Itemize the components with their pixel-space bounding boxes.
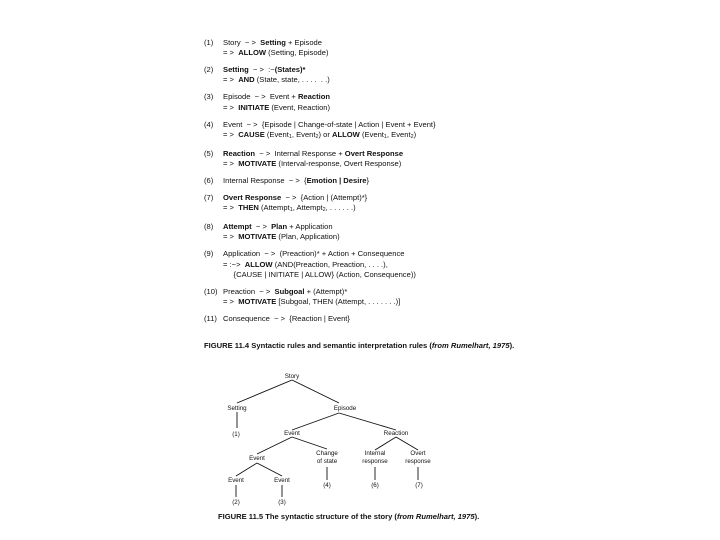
figure-label: FIGURE 11.5	[218, 512, 264, 521]
node-event-left: Event	[228, 477, 244, 484]
rule-text: MOTIVATE	[238, 232, 277, 242]
rule-text: Overt Response	[223, 193, 282, 203]
ref-overt: (7)	[415, 482, 423, 489]
rule-subscript: 2	[410, 133, 414, 140]
rule-text: (Setting, Episode)	[266, 48, 329, 58]
rule-text: Story − >	[223, 38, 261, 47]
rule-text: Application − > (Preaction)* + Action + Consequence	[223, 249, 405, 259]
rule-text: = >	[223, 48, 239, 58]
rule-text: − > Internal Response +	[255, 148, 345, 158]
node-setting: Setting	[227, 405, 247, 412]
rule-text: Episode − > Event +	[223, 92, 298, 102]
rule-text: + Application	[287, 222, 333, 232]
rule-text: [Subgoal, THEN (Attempt, . . . . . . .)]	[276, 297, 401, 307]
rule-text: Subgoal	[274, 286, 305, 296]
node-event-mid: Event	[249, 455, 265, 462]
rule-text: = >	[223, 159, 239, 169]
figure-source: from Rumelhart, 1975	[431, 341, 510, 350]
figure-end: ).	[474, 512, 480, 521]
node-overt-response-line2: response	[405, 458, 431, 465]
rule-text: = >	[223, 75, 239, 85]
rule-text: CAUSE	[238, 129, 265, 139]
rule-text: (Attempt	[258, 203, 290, 213]
node-event-right: Event	[274, 477, 290, 484]
rule-text: = >	[223, 129, 239, 139]
rule-text: INITIATE	[238, 102, 270, 112]
rule-text: Event − > {Episode | Change-of-state | Action | Event + Event}	[223, 119, 436, 129]
rule-subscript: 2	[322, 207, 326, 214]
rule-number: (4)	[204, 119, 214, 129]
rule-number: (6)	[204, 176, 214, 186]
node-internal-response-line2: response	[362, 458, 388, 465]
rule-text: (States)*	[274, 65, 306, 75]
node-internal-response-line1: Internal	[364, 450, 386, 457]
ref-change: (4)	[323, 482, 331, 489]
rule-text: Emotion | Desire	[306, 176, 367, 186]
rule-text: }	[366, 176, 370, 186]
rule-text: ALLOW	[238, 48, 267, 58]
rule-text: (Event	[359, 129, 384, 139]
rule-subscript: 1	[383, 133, 387, 140]
figure-label: FIGURE 11.4	[204, 341, 250, 350]
rule-text: , . . . . . .)	[325, 203, 356, 213]
node-reaction: Reaction	[383, 430, 409, 437]
rule-number: (2)	[204, 65, 214, 75]
node-change-of-state-line1: Change	[316, 450, 338, 457]
rule-text: Reaction	[223, 148, 256, 158]
rule-text: (Interval-response, Overt Response)	[276, 159, 402, 169]
rule-number: (3)	[204, 92, 214, 102]
rule-text: , Event	[386, 129, 411, 139]
rule-text: = >	[223, 102, 239, 112]
edge-event-event-right	[257, 463, 282, 476]
ref-event-left: (2)	[232, 499, 240, 506]
figure-11-5-caption	[218, 512, 479, 521]
edge-reaction-internal	[375, 437, 396, 450]
rule-text: MOTIVATE	[238, 297, 277, 307]
rule-text: , Event	[291, 129, 316, 139]
rule-text: Setting	[260, 38, 286, 47]
rule-text: Reaction	[297, 92, 331, 102]
rule-number: (7)	[204, 193, 214, 203]
rule-number: (9)	[204, 249, 214, 259]
rule-subscript: 2	[315, 133, 319, 140]
rule-text: = >	[223, 203, 239, 213]
rule-text: (Plan, Application)	[276, 232, 340, 242]
rule-text: (Event	[264, 129, 289, 139]
figure-source: from Rumelhart, 1975	[396, 512, 475, 521]
rule-number: (8)	[204, 222, 214, 232]
rule-subscript: 1	[288, 133, 292, 140]
rule-text: Attempt	[223, 222, 252, 232]
rule-text: ALLOW	[244, 259, 273, 269]
node-story: Story	[284, 373, 300, 380]
rule-text: (Event, Reaction)	[269, 102, 331, 112]
rule-text: − > :−	[248, 65, 275, 75]
figure-text: The syntactic structure of the story (	[263, 512, 397, 521]
rule-text: (AND(Preaction, Preaction, . . . .),	[272, 259, 388, 269]
rule-number: (5)	[204, 148, 214, 158]
node-overt-response-line1: Overt	[410, 450, 426, 457]
rule-text: Setting	[223, 65, 249, 75]
node-change-of-state-line2: of state	[316, 458, 338, 465]
rule-text: Internal Response − > {	[223, 176, 307, 186]
rule-text: ALLOW	[332, 129, 360, 139]
edge-story-setting	[237, 380, 292, 403]
rule-text: + (Attempt)*	[304, 286, 348, 296]
ref-event-right: (3)	[278, 499, 286, 506]
rule-text: − >	[251, 222, 272, 232]
edge-episode-reaction	[339, 413, 396, 430]
rule-text: = :−>	[223, 259, 245, 269]
rule-number: (1)	[204, 38, 214, 47]
edge-event-event-left	[236, 463, 257, 476]
rule-number: (11)	[204, 314, 217, 324]
rule-text: Preaction − >	[223, 286, 275, 296]
rule-text: = >	[223, 232, 239, 242]
edge-episode-event	[292, 413, 339, 430]
rule-text: Consequence − > {Reaction | Event}	[223, 314, 350, 324]
rule-text: ) or	[318, 129, 333, 139]
edge-event-change	[292, 437, 327, 449]
rule-text: − > {Action | (Attempt)*}	[281, 193, 368, 203]
node-event-top: Event	[284, 430, 300, 437]
edge-reaction-overt	[396, 437, 418, 450]
rule-text: + Episode	[285, 38, 322, 47]
edge-story-episode	[292, 380, 339, 403]
rule-text: (State, state, . . . . . .)	[254, 75, 330, 85]
edge-event-event	[257, 437, 292, 454]
node-episode: Episode	[333, 405, 357, 412]
ref-internal: (6)	[371, 482, 379, 489]
rule-text: = >	[223, 297, 239, 307]
figure-text: Syntactic rules and semantic interpretation rules (	[249, 341, 432, 350]
rule-text: {CAUSE | INITIATE | ALLOW} (Action, Consequence))	[223, 269, 416, 279]
rule-text: THEN	[238, 203, 259, 213]
rule-subscript: 1	[289, 207, 293, 214]
figure-end: ).	[509, 341, 515, 350]
rule-text: Plan	[271, 222, 288, 232]
rule-text: , Attempt	[292, 203, 323, 213]
rule-text: )	[413, 129, 417, 139]
rule-text: Overt Response	[344, 148, 404, 158]
rule-text: MOTIVATE	[238, 159, 277, 169]
ref-setting: (1)	[232, 431, 240, 438]
rule-number: (10)	[204, 286, 218, 296]
rule-text: AND	[238, 75, 255, 85]
